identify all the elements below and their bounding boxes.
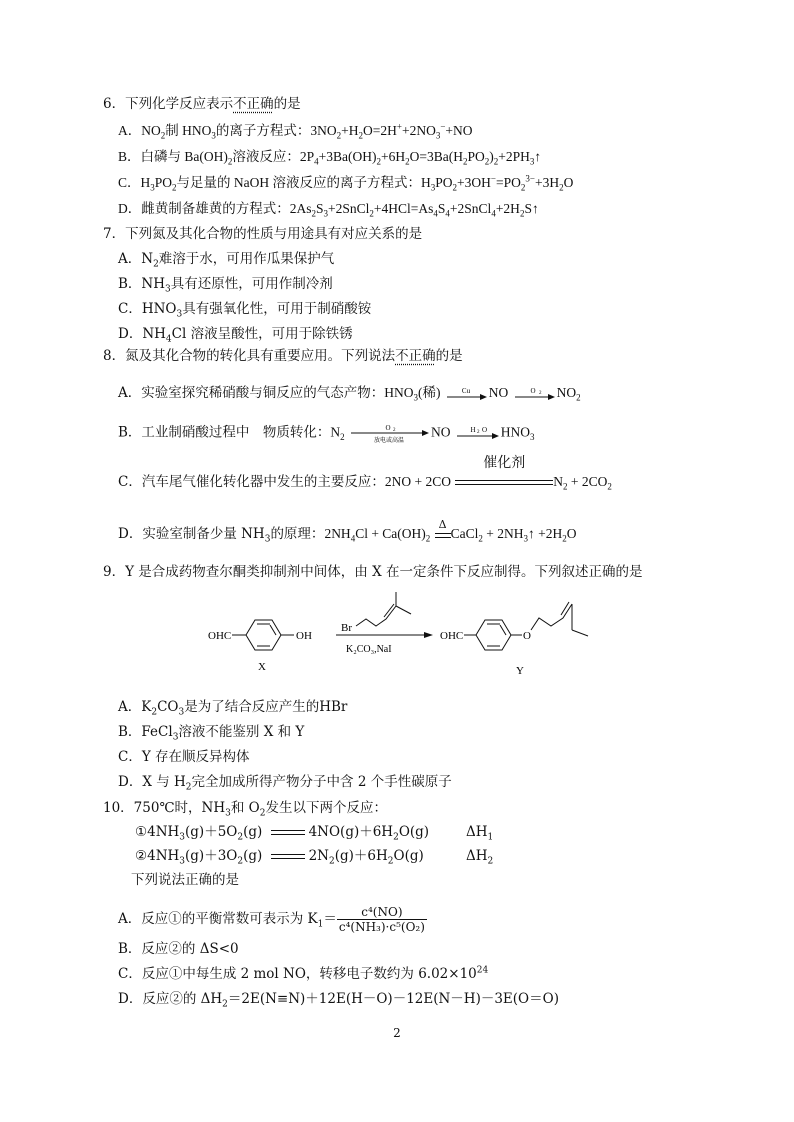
reaction-arrow-icon — [455, 423, 501, 443]
reaction-arrow-icon — [445, 384, 489, 404]
q9-option-c: C．Y 存在顺反异构体 — [118, 749, 250, 765]
svg-text:H: H — [470, 426, 476, 434]
q6-option-b: B．白磷与 $Ba(OH)_2$溶液反应：$2P_4+3Ba(OH)_2+6H_2O=3Ba(H_2PO_2)_2+2PH_3↑$ — [118, 149, 542, 167]
heating-equals-sign: Δ — [435, 527, 451, 543]
y-cho-label: OHC — [440, 630, 464, 642]
q10-dh1: $\Delta H_1$ — [466, 824, 494, 843]
page-number: 2 — [393, 1026, 401, 1040]
q7-option-c: C．$HNO_3$具有强氧化性，可用于制硝酸铵 — [118, 301, 372, 320]
q10-reaction-2: $②4NH_3(g)+3O_2(g)$ $2N_2(g)+6H_2O(g)$ — [135, 848, 424, 867]
equilibrium-arrow-icon — [271, 827, 305, 839]
q9-option-d: D．X 与 $H_2$完全加成所得产物分子中含 2 个手性碳原子 — [118, 774, 452, 793]
q8-stem: 8．氮及其化合物的转化具有重要应用。下列说法不正确的是 — [103, 348, 463, 364]
q6-option-c: C．$H_3PO_2$与足量的 NaOH 溶液反应的离子方程式：$H_3PO_2+3OH^-=PO_2^{3-}+3H_2O$ — [118, 173, 574, 193]
reaction-conditions: K₂CO₃,NaI — [346, 644, 392, 655]
q10-reaction-1: $①4NH_3(g)+5O_2(g)$ $4NO(g)+6H_2O(g)$ — [135, 824, 430, 843]
q7-stem: 7．下列氮及其化合物的性质与用途具有对应关系的是 — [103, 226, 423, 242]
q7-option-b: B．$NH_3$具有还原性，可用作制冷剂 — [118, 276, 333, 295]
reaction-arrow-icon — [349, 421, 431, 445]
svg-text:2: 2 — [538, 390, 542, 396]
q10-option-d: D．反应②的 $\Delta H_2=2E(N\equiv N)+12E(H-O)-12E(N-H)-3E(O=O)$ — [118, 991, 559, 1010]
q6-stem: 6．下列化学反应表示不正确的是 — [103, 96, 301, 112]
q8-option-b: B．工业制硝酸过程中 物质转化：$N_2$ O 2 放电或高温 NO H 2 O $HNO_3$ — [118, 421, 535, 445]
q8-option-d: D．实验室制备少量 $NH_3$的原理：$2NH_4Cl + Ca(OH)_2$ Δ CaCl$_2$ + $2NH_3↑ +2H_2O$ — [118, 517, 577, 545]
svg-text:放电或高温: 放电或高温 — [373, 438, 404, 444]
q9-option-a: A．$K_2CO_3$是为了结合反应产生的HBr — [118, 699, 348, 718]
q10-dh2: $\Delta H_2$ — [466, 848, 494, 867]
q9-stem: 9．Y 是合成药物查尔酮类抑制剂中间体，由 X 在一定条件下反应制得。下列叙述正确的是 — [103, 564, 643, 580]
svg-text:2: 2 — [392, 428, 396, 433]
catalyst-equilibrium-sign: 催化剂 — [455, 473, 553, 493]
q10-stem: 10．750℃时，$NH_3$和 $O_2$发生以下两个反应： — [103, 800, 387, 819]
x-cho-label: OHC — [208, 630, 232, 642]
y-label: Y — [516, 665, 524, 677]
svg-text:O: O — [530, 386, 536, 395]
q10-sub-stem: 下列说法正确的是 — [131, 872, 239, 888]
svg-text:O: O — [385, 424, 391, 432]
q10-option-a: A．反应①的平衡常数可表示为 $K_1=$ $\frac{\text{c⁴(NO)}}{\text{c⁴(NH₃)·c⁵(O₂)}}$ — [118, 905, 425, 934]
q9-reaction-scheme — [208, 590, 608, 682]
y-o-label: O — [523, 630, 531, 642]
q7-option-d: D．$NH_4Cl$ 溶液呈酸性，可用于除铁锈 — [118, 326, 353, 345]
q9-option-b: B．FeCl$_3$溶液不能鉴别 X 和 Y — [118, 724, 305, 743]
x-oh-label: OH — [296, 630, 312, 642]
q10-option-c: C．反应①中每生成 2 mol NO，转移电子数约为 $6.02\times 10^{24}$ — [118, 965, 489, 982]
q8-option-a: A．实验室探究稀硝酸与铜反应的气态产物：$HNO_3$(稀) Cu NO O 2 $NO_2$ — [118, 385, 581, 403]
svg-text:Cu: Cu — [461, 386, 470, 395]
br-label: Br — [341, 622, 352, 634]
equilibrium-arrow-icon — [271, 851, 305, 863]
equilibrium-constant-fraction: $\frac{\text{c⁴(NO)}}{\text{c⁴(NH₃)·c⁵(O₂)}}$ — [338, 905, 425, 934]
q7-option-a: A．$N_2$难溶于水，可用作瓜果保护气 — [118, 251, 335, 270]
q6-option-d: D．雌黄制备雄黄的方程式：$2As_2S_3+2SnCl_2+4HCl=As_4S_4+2SnCl_4+2H_2S↑$ — [118, 201, 539, 219]
q6-option-a: A．$NO_2$制 $HNO_3$的离子方程式：$3NO_2+H_2O=2H^++2NO_3^-+NO$ — [118, 121, 473, 141]
x-label: X — [258, 661, 266, 673]
reaction-arrow-icon — [513, 384, 557, 404]
q10-option-b: B．反应②的 ΔS<0 — [118, 941, 239, 957]
svg-text:O: O — [481, 426, 487, 434]
svg-text:2: 2 — [476, 430, 480, 435]
q8-option-c: C．汽车尾气催化转化器中发生的主要反应：2NO + 2CO 催化剂 $N_2 + 2CO_2$ — [118, 454, 612, 492]
